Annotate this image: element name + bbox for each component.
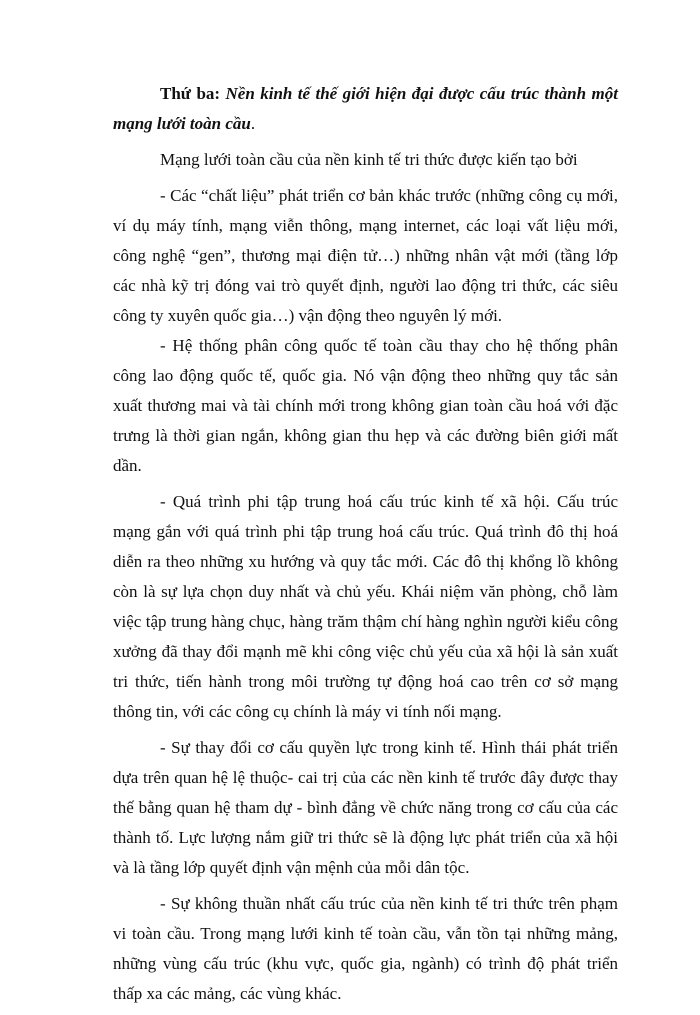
section-heading bbox=[113, 79, 618, 139]
paragraph-materials: - Các “chất liệu” phát triển cơ bản khác trước (những công cụ mới, ví dụ máy tính, mạng viễn thông, mạng internet, các loại vất liệu mới, công nghệ “gen”, thương mại điện tử…) những nhân vật mới (tầng lớp các nhà kỹ trị đóng vai trò quyết định, người lao động tri thức, các siêu công ty xuyên quốc gia…) vận động theo nguyên lý mới. bbox=[113, 186, 618, 325]
heading-period: . bbox=[250, 114, 256, 133]
paragraph-intro: Mạng lưới toàn cầu của nền kinh tế tri thức được kiến tạo bởi bbox=[160, 150, 578, 169]
document-body bbox=[113, 79, 618, 1015]
paragraph-division-of-labor: - Hệ thống phân công quốc tế toàn cầu thay cho hệ thống phân công lao động quốc tế, quốc gia. Nó vận động theo những quy tắc sản xuất thương mai và tài chính mới trong không gian toàn cầu hoá với đặc trưng là thời gian ngắn, không gian thu hẹp và các đường biên giới mất dần. bbox=[113, 336, 618, 475]
heading-title: Nền kinh tế thế giới hiện đại được cấu trúc thành một mạng lưới toàn cầu bbox=[113, 84, 618, 133]
paragraph-power-structure: - Sự thay đổi cơ cấu quyền lực trong kinh tế. Hình thái phát triển dựa trên quan hệ lệ thuộc- cai trị của các nền kinh tế trước đây được thay thế bằng quan hệ tham dự - bình đẳng về chức năng trong cơ cấu của các thành tố. Lực lượng nắm giữ tri thức sẽ là động lực phát triển của xã hội và là tầng lớp quyết định vận mệnh của mỗi dân tộc. bbox=[113, 738, 618, 877]
paragraph-non-uniformity: - Sự không thuần nhất cấu trúc của nền kinh tế tri thức trên phạm vi toàn cầu. Trong mạng lưới kinh tế toàn cầu, vẫn tồn tại những mảng, những vùng cấu trúc (khu vực, quốc gia, ngành) có trình độ phát triển thấp xa các mảng, các vùng khác. bbox=[113, 894, 618, 1003]
paragraph-decentralization: - Quá trình phi tập trung hoá cấu trúc kinh tế xã hội. Cấu trúc mạng gắn với quá trình phi tập trung hoá cấu trúc. Quá trình đô thị hoá diễn ra theo những xu hướng và quy tắc mới. Các đô thị khổng lồ không còn là sự lựa chọn duy nhất và chủ yếu. Khái niệm văn phòng, chỗ làm việc tập trung hàng chục, hàng trăm thậm chí hàng nghìn người kiểu công xưởng đã thay đổi mạnh mẽ khi công việc chủ yếu của xã hội là sản xuất tri thức, tiến hành trong môi trường tự động hoá cao trên cơ sở mạng thông tin, với các công cụ chính là máy vi tính nối mạng. bbox=[113, 492, 618, 721]
heading-label: Thứ ba: bbox=[160, 84, 226, 103]
